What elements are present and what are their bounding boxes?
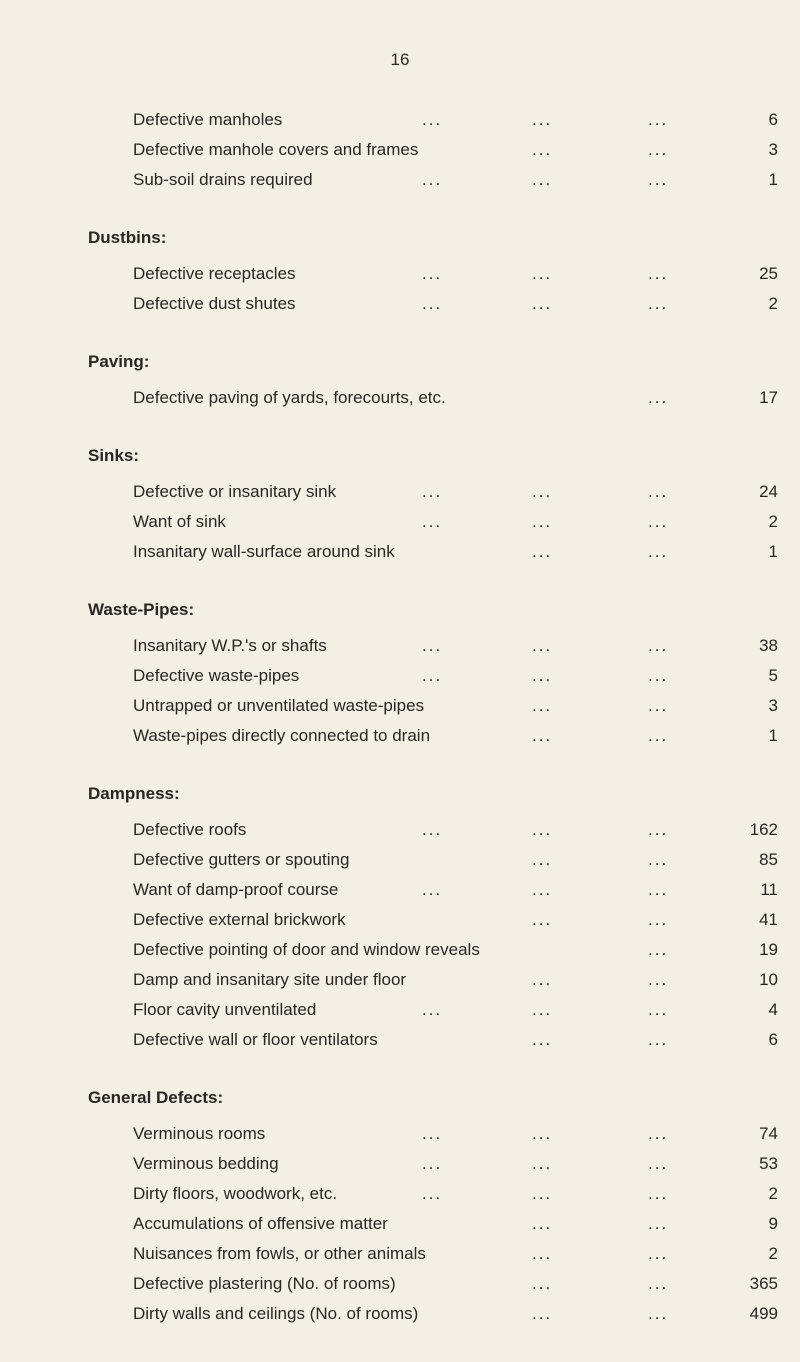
leader-dots: ... <box>648 1030 669 1049</box>
defect-row <box>88 636 778 666</box>
defect-row <box>88 170 778 200</box>
defect-count: 74 <box>759 1124 778 1143</box>
leader-dots: ... <box>532 880 553 899</box>
defect-row <box>88 910 778 940</box>
defect-count: 2 <box>768 294 778 313</box>
defect-row <box>88 850 778 880</box>
leader-dots: ... <box>648 140 669 159</box>
leader-dots: ... <box>532 726 553 745</box>
defect-label: Verminous rooms <box>133 1124 266 1143</box>
defect-count: 10 <box>759 970 778 989</box>
section <box>88 1088 778 1334</box>
defect-label: Verminous bedding <box>133 1154 279 1173</box>
leader-dots: ... <box>422 1154 443 1173</box>
defect-count: 11 <box>760 880 778 899</box>
defect-row <box>88 1184 778 1214</box>
defect-count: 2 <box>768 512 778 531</box>
defect-row <box>88 880 778 910</box>
section <box>88 446 778 572</box>
defect-count: 41 <box>759 910 778 929</box>
section-heading: General Defects: <box>88 1088 224 1107</box>
defect-count: 499 <box>749 1304 778 1323</box>
defect-count: 38 <box>759 636 778 655</box>
leader-dots: ... <box>422 170 443 189</box>
leader-dots: ... <box>648 1274 669 1293</box>
leader-dots: ... <box>532 1214 553 1233</box>
leader-dots: ... <box>648 1000 669 1019</box>
leader-dots: ... <box>532 264 553 283</box>
defect-row <box>88 666 778 696</box>
leader-dots: ... <box>648 170 669 189</box>
section-heading: Dampness: <box>88 784 180 803</box>
defect-row <box>88 820 778 850</box>
leader-dots: ... <box>648 110 669 129</box>
leader-dots: ... <box>648 820 669 839</box>
defect-label: Damp and insanitary site under floor <box>133 970 407 989</box>
section-heading: Paving: <box>88 352 150 371</box>
page-number: 16 <box>390 50 410 69</box>
section <box>88 784 778 1060</box>
defect-count: 17 <box>759 388 778 407</box>
defect-count: 365 <box>749 1274 778 1293</box>
leader-dots: ... <box>532 294 553 313</box>
leader-dots: ... <box>532 1184 553 1203</box>
defect-label: Defective roofs <box>133 820 247 839</box>
defect-count: 25 <box>759 264 778 283</box>
leader-dots: ... <box>422 1184 443 1203</box>
leader-dots: ... <box>422 1000 443 1019</box>
defect-count: 2 <box>768 1184 778 1203</box>
defect-label: Dirty floors, woodwork, etc. <box>133 1184 338 1203</box>
section <box>88 352 778 418</box>
section <box>88 110 778 200</box>
defect-label: Defective external brickwork <box>133 910 346 929</box>
leader-dots: ... <box>422 512 443 531</box>
section-heading: Dustbins: <box>88 228 167 247</box>
defect-label: Defective dust shutes <box>133 294 296 313</box>
leader-dots: ... <box>532 1124 553 1143</box>
defect-count: 9 <box>768 1214 778 1233</box>
leader-dots: ... <box>648 512 669 531</box>
leader-dots: ... <box>532 1244 553 1263</box>
defect-row <box>88 726 778 756</box>
leader-dots: ... <box>532 140 553 159</box>
defect-label: Defective paving of yards, forecourts, etc. <box>133 388 446 407</box>
leader-dots: ... <box>532 170 553 189</box>
defect-count: 1 <box>768 542 778 561</box>
leader-dots: ... <box>648 850 669 869</box>
defect-label: Dirty walls and ceilings (No. of rooms) <box>133 1304 419 1323</box>
defect-row <box>88 1124 778 1154</box>
leader-dots: ... <box>532 110 553 129</box>
defect-count: 3 <box>768 140 778 159</box>
leader-dots: ... <box>422 294 443 313</box>
leader-dots: ... <box>532 910 553 929</box>
defect-row <box>88 482 778 512</box>
defect-count: 19 <box>759 940 778 959</box>
leader-dots: ... <box>532 1154 553 1173</box>
defect-row <box>88 696 778 726</box>
defect-row <box>88 1030 778 1060</box>
defect-row <box>88 294 778 324</box>
defect-label: Defective pointing of door and window reveals <box>133 940 480 959</box>
leader-dots: ... <box>532 1000 553 1019</box>
leader-dots: ... <box>532 850 553 869</box>
leader-dots: ... <box>422 1124 443 1143</box>
leader-dots: ... <box>532 820 553 839</box>
defect-label: Accumulations of offensive matter <box>133 1214 388 1233</box>
defect-row <box>88 512 778 542</box>
leader-dots: ... <box>648 636 669 655</box>
defect-count: 5 <box>768 666 778 685</box>
leader-dots: ... <box>648 970 669 989</box>
leader-dots: ... <box>648 1184 669 1203</box>
defect-label: Nuisances from fowls, or other animals <box>133 1244 426 1263</box>
defect-row <box>88 1000 778 1030</box>
leader-dots: ... <box>422 110 443 129</box>
leader-dots: ... <box>422 264 443 283</box>
leader-dots: ... <box>532 636 553 655</box>
defect-label: Defective receptacles <box>133 264 296 283</box>
defect-label: Waste-pipes directly connected to drain <box>133 726 431 745</box>
leader-dots: ... <box>422 666 443 685</box>
leader-dots: ... <box>532 696 553 715</box>
leader-dots: ... <box>648 726 669 745</box>
leader-dots: ... <box>648 910 669 929</box>
defect-count: 6 <box>768 1030 778 1049</box>
defect-count: 162 <box>749 820 778 839</box>
defect-label: Insanitary W.P.'s or shafts <box>133 636 327 655</box>
defect-label: Defective gutters or spouting <box>133 850 350 869</box>
leader-dots: ... <box>422 482 443 501</box>
defect-label: Sub-soil drains required <box>133 170 313 189</box>
defect-row <box>88 264 778 294</box>
defect-label: Defective or insanitary sink <box>133 482 337 501</box>
defect-row <box>88 970 778 1000</box>
leader-dots: ... <box>532 512 553 531</box>
leader-dots: ... <box>648 666 669 685</box>
defect-row <box>88 1304 778 1334</box>
defect-row <box>88 940 778 970</box>
defect-count: 24 <box>759 482 778 501</box>
defect-row <box>88 110 778 140</box>
defect-count: 3 <box>768 696 778 715</box>
leader-dots: ... <box>648 294 669 313</box>
leader-dots: ... <box>532 542 553 561</box>
leader-dots: ... <box>422 636 443 655</box>
defect-label: Want of damp-proof course <box>133 880 339 899</box>
defect-count: 2 <box>768 1244 778 1263</box>
defect-row <box>88 1244 778 1274</box>
leader-dots: ... <box>532 970 553 989</box>
defect-count: 85 <box>759 850 778 869</box>
leader-dots: ... <box>532 1030 553 1049</box>
defect-label: Defective manholes <box>133 110 283 129</box>
leader-dots: ... <box>532 1304 553 1323</box>
leader-dots: ... <box>648 1124 669 1143</box>
defect-label: Insanitary wall-surface around sink <box>133 542 395 561</box>
defect-label: Defective waste-pipes <box>133 666 300 685</box>
defect-label: Defective wall or floor ventilators <box>133 1030 378 1049</box>
section-heading: Waste-Pipes: <box>88 600 195 619</box>
leader-dots: ... <box>422 820 443 839</box>
leader-dots: ... <box>648 482 669 501</box>
section <box>88 600 778 756</box>
defect-label: Untrapped or unventilated waste-pipes <box>133 696 425 715</box>
defects-list <box>88 110 778 1362</box>
leader-dots: ... <box>532 666 553 685</box>
defect-label: Want of sink <box>133 512 226 531</box>
leader-dots: ... <box>532 1274 553 1293</box>
defect-label: Floor cavity unventilated <box>133 1000 317 1019</box>
section <box>88 228 778 324</box>
defect-row <box>88 1154 778 1184</box>
section-heading: Sinks: <box>88 446 140 465</box>
leader-dots: ... <box>648 1244 669 1263</box>
leader-dots: ... <box>648 940 669 959</box>
leader-dots: ... <box>648 542 669 561</box>
defect-count: 53 <box>759 1154 778 1173</box>
leader-dots: ... <box>648 696 669 715</box>
defect-count: 6 <box>768 110 778 129</box>
leader-dots: ... <box>648 1214 669 1233</box>
defect-row <box>88 1214 778 1244</box>
leader-dots: ... <box>648 1304 669 1323</box>
defect-row <box>88 542 778 572</box>
defect-row <box>88 388 778 418</box>
leader-dots: ... <box>648 388 669 407</box>
defect-count: 1 <box>768 170 778 189</box>
leader-dots: ... <box>648 1154 669 1173</box>
defect-count: 4 <box>768 1000 778 1019</box>
defect-label: Defective plastering (No. of rooms) <box>133 1274 396 1293</box>
leader-dots: ... <box>648 880 669 899</box>
defect-row <box>88 140 778 170</box>
leader-dots: ... <box>532 482 553 501</box>
defect-count: 1 <box>768 726 778 745</box>
leader-dots: ... <box>422 880 443 899</box>
leader-dots: ... <box>648 264 669 283</box>
defect-label: Defective manhole covers and frames <box>133 140 419 159</box>
